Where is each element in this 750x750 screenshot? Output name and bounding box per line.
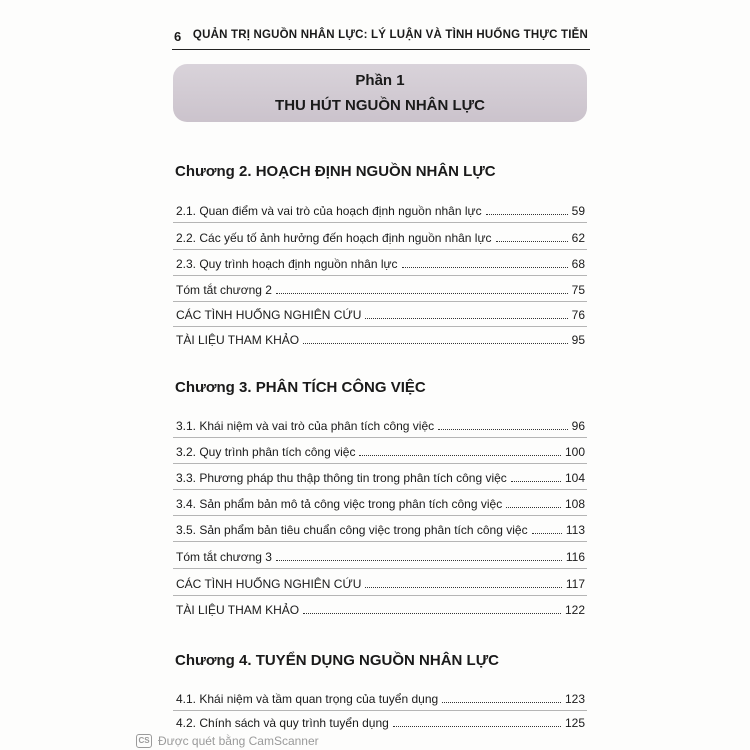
divider xyxy=(173,222,587,223)
dot-leader xyxy=(402,267,568,268)
dot-leader xyxy=(359,455,561,456)
dot-leader xyxy=(303,343,568,344)
dot-leader xyxy=(496,241,568,242)
toc-entry[interactable] xyxy=(176,521,585,537)
watermark-text: Được quét bằng CamScanner xyxy=(158,734,319,748)
toc-entry-title: 3.4. Sản phẩm bản mô tả công việc trong phân tích công việc xyxy=(176,497,503,511)
toc-entry[interactable] xyxy=(176,495,585,511)
toc-entry[interactable] xyxy=(176,417,585,433)
toc-entry[interactable] xyxy=(176,469,585,485)
toc-entry-page: 96 xyxy=(571,419,585,433)
toc-entry-page: 123 xyxy=(564,692,585,706)
chapter-heading: Chương 3. PHÂN TÍCH CÔNG VIỆC xyxy=(175,379,426,396)
toc-entry-page: 95 xyxy=(571,333,585,347)
toc-entry-title: 3.5. Sản phẩm bản tiêu chuẩn công việc trong phân tích công việc xyxy=(176,523,528,537)
toc-entry-page: 117 xyxy=(565,577,585,591)
toc-entry[interactable] xyxy=(176,575,585,591)
dot-leader xyxy=(438,429,567,430)
divider xyxy=(173,463,587,464)
divider xyxy=(173,437,587,438)
toc-entry-page: 125 xyxy=(564,716,585,730)
toc-entry-page: 75 xyxy=(571,283,585,297)
page-header xyxy=(172,27,590,50)
toc-entry[interactable] xyxy=(176,331,585,347)
toc-entry-page: 113 xyxy=(565,523,585,537)
divider xyxy=(173,489,587,490)
dot-leader xyxy=(486,214,568,215)
toc-entry[interactable] xyxy=(176,202,585,218)
toc-entry-title: CÁC TÌNH HUỐNG NGHIÊN CỨU xyxy=(176,577,362,591)
toc-entry-title: TÀI LIỆU THAM KHẢO xyxy=(176,333,300,347)
toc-entry[interactable] xyxy=(176,443,585,459)
divider xyxy=(173,326,587,327)
toc-entry[interactable] xyxy=(176,601,585,617)
dot-leader xyxy=(303,613,561,614)
toc-entry-title: 3.2. Quy trình phân tích công việc xyxy=(176,445,356,459)
toc-entry[interactable] xyxy=(176,306,585,322)
toc-entry-title: Tóm tắt chương 3 xyxy=(176,550,272,564)
part-title: THU HÚT NGUỒN NHÂN LỰC xyxy=(275,97,485,114)
divider xyxy=(173,301,587,302)
dot-leader xyxy=(276,560,562,561)
toc-entry[interactable] xyxy=(176,714,585,730)
dot-leader xyxy=(442,702,561,703)
toc-entry-title: Tóm tắt chương 2 xyxy=(176,283,272,297)
dot-leader xyxy=(365,587,561,588)
divider xyxy=(173,541,587,542)
toc-entry-page: 76 xyxy=(571,308,585,322)
toc-entry-title: 3.1. Khái niệm và vai trò của phân tích công việc xyxy=(176,419,435,433)
divider xyxy=(173,568,587,569)
dot-leader xyxy=(511,481,561,482)
toc-entry-page: 68 xyxy=(571,257,585,271)
toc-entry-page: 116 xyxy=(565,550,585,564)
toc-entry-title: 3.3. Phương pháp thu thập thông tin trong phân tích công việc xyxy=(176,471,507,485)
dot-leader xyxy=(365,318,567,319)
divider xyxy=(173,595,587,596)
toc-entry-title: 4.1. Khái niệm và tầm quan trọng của tuyển dụng xyxy=(176,692,439,706)
toc-entry[interactable] xyxy=(176,229,585,245)
toc-entry-page: 122 xyxy=(564,603,585,617)
camscanner-icon: CS xyxy=(136,734,152,748)
dot-leader xyxy=(506,507,561,508)
divider xyxy=(173,515,587,516)
dot-leader xyxy=(393,726,561,727)
divider xyxy=(173,249,587,250)
part-banner xyxy=(173,64,587,122)
toc-entry-page: 59 xyxy=(571,204,585,218)
part-label: Phần 1 xyxy=(355,72,405,89)
page-number: 6 xyxy=(174,29,182,44)
divider xyxy=(173,710,587,711)
toc-entry-page: 108 xyxy=(564,497,585,511)
toc-entry-page: 62 xyxy=(571,231,585,245)
toc-entry-page: 100 xyxy=(564,445,585,459)
toc-entry-title: TÀI LIỆU THAM KHẢO xyxy=(176,603,300,617)
toc-entry-page: 104 xyxy=(564,471,585,485)
running-title: QUẢN TRỊ NGUỒN NHÂN LỰC: LÝ LUẬN VÀ TÌNH HUỐNG THỰC TIỄN xyxy=(192,29,588,41)
chapter-heading: Chương 4. TUYỂN DỤNG NGUỒN NHÂN LỰC xyxy=(175,652,499,669)
dot-leader xyxy=(276,293,568,294)
toc-entry-title: 2.2. Các yếu tố ảnh hưởng đến hoạch định nguồn nhân lực xyxy=(176,231,492,245)
toc-entry[interactable] xyxy=(176,690,585,706)
toc-entry[interactable] xyxy=(176,255,585,271)
toc-entry[interactable] xyxy=(176,281,585,297)
scanner-watermark xyxy=(136,734,319,748)
toc-entry[interactable] xyxy=(176,548,585,564)
toc-entry-title: 4.2. Chính sách và quy trình tuyển dụng xyxy=(176,716,389,730)
divider xyxy=(173,275,587,276)
toc-entry-title: 2.3. Quy trình hoạch định nguồn nhân lực xyxy=(176,257,398,271)
dot-leader xyxy=(532,533,562,534)
toc-entry-title: 2.1. Quan điểm và vai trò của hoạch định nguồn nhân lực xyxy=(176,204,482,218)
toc-entry-title: CÁC TÌNH HUỐNG NGHIÊN CỨU xyxy=(176,308,362,322)
chapter-heading: Chương 2. HOẠCH ĐỊNH NGUỒN NHÂN LỰC xyxy=(175,163,496,180)
